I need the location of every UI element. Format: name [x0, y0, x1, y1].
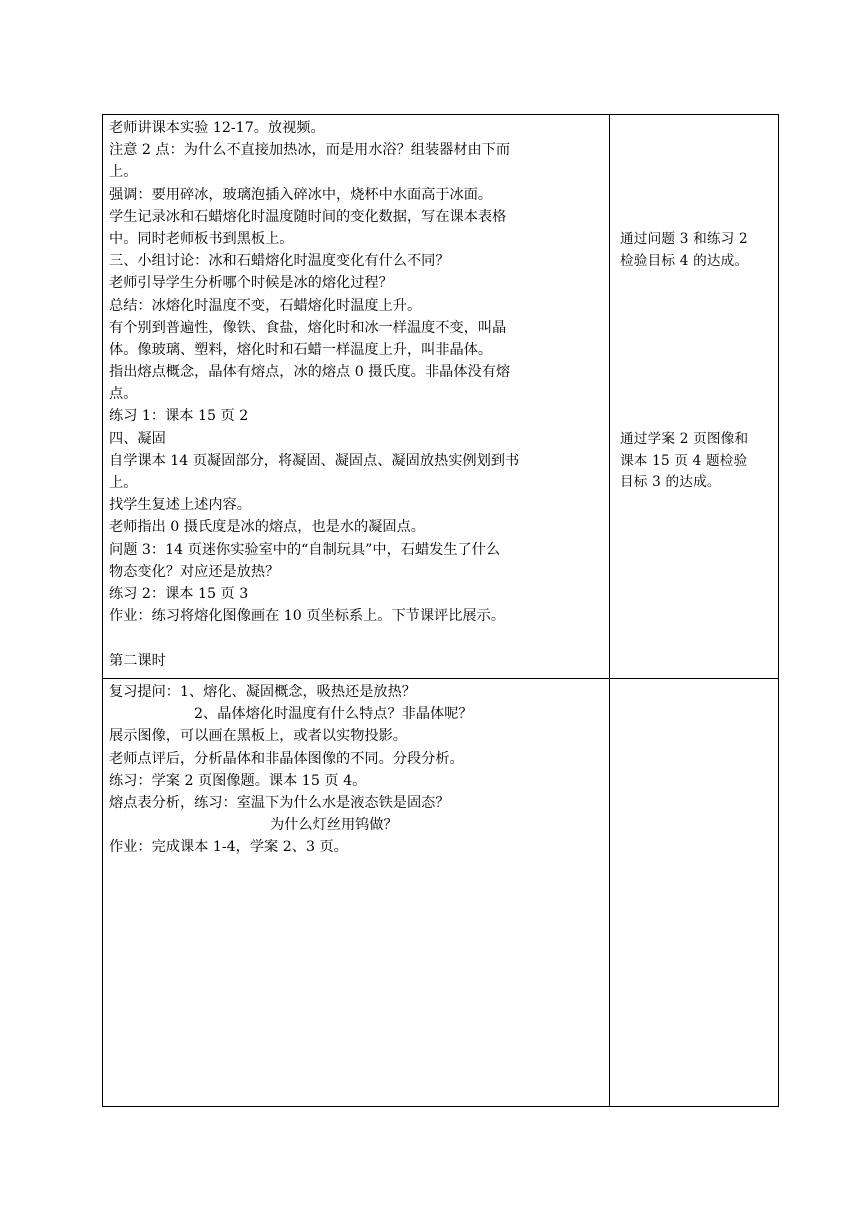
- note-line: 通过问题 3 和练习 2: [620, 231, 748, 247]
- note-line: 通过学案 2 页图像和: [620, 431, 749, 447]
- blank-line: [109, 627, 605, 649]
- text-line: 找学生复述上述内容。: [109, 497, 251, 514]
- assessment-note-1: [620, 229, 772, 272]
- text-line: 自学课本 14 页凝固部分，将凝固、凝固点、凝固放热实例划到书: [109, 452, 520, 469]
- note-line: 检验目标 4 的达成。: [620, 252, 749, 269]
- text-line: 老师指出 0 摄氏度是冰的熔点，也是水的凝固点。: [109, 519, 425, 536]
- text-line: 上。: [109, 164, 138, 181]
- text-line: 熔点表分析，练习：室温下为什么水是液态铁是固态？: [109, 794, 450, 811]
- text-line: 四、凝固: [109, 430, 166, 447]
- lesson-plan-table: [102, 114, 779, 1107]
- text-line: 指出熔点概念，晶体有熔点，冰的熔点 0 摄氏度。非晶体没有熔: [109, 364, 511, 381]
- text-line: 老师讲课本实验 12-17。放视频。: [109, 120, 325, 136]
- text-line: 作业：完成课本 1-4，学案 2、3 页。: [109, 839, 348, 856]
- text-line: 强调：要用碎冰，玻璃泡插入碎冰中，烧杯中水面高于冰面。: [109, 186, 493, 203]
- text-line: 作业：练习将熔化图像画在 10 页坐标系上。下节课评比展示。: [109, 608, 505, 625]
- text-line: 中。同时老师板书到黑板上。: [109, 230, 294, 247]
- text-line: 复习提问：1、熔化、凝固概念，吸热还是放热？: [109, 684, 416, 700]
- teaching-process-cell: [109, 117, 605, 672]
- text-line: 练习 2：课本 15 页 3: [109, 585, 249, 602]
- text-line: 有个别到普遍性，像铁、食盐，熔化时和冰一样温度不变，叫晶: [109, 319, 507, 336]
- text-line: 为什么灯丝用钨做？: [270, 817, 398, 834]
- section-heading: 第二课时: [109, 652, 166, 669]
- text-line: 三、小组讨论：冰和石蜡熔化时温度变化有什么不同？: [109, 253, 450, 270]
- note-line: 课本 15 页 4 题检验: [620, 452, 748, 469]
- note-line: 目标 3 的达成。: [620, 474, 721, 490]
- text-line: 总结：冰熔化时温度不变，石蜡熔化时温度上升。: [109, 297, 422, 314]
- text-line: 2、晶体熔化时温度有什么特点？非晶体呢？: [194, 706, 473, 723]
- text-line: 物态变化？对应还是放热？: [109, 563, 280, 580]
- table-row-second-lesson: [103, 679, 778, 1106]
- teaching-process-cell: [109, 681, 605, 859]
- table-row-first-lesson: [103, 115, 778, 679]
- text-line: 点。: [109, 386, 138, 403]
- column-divider: [609, 115, 610, 678]
- text-line: 展示图像，可以画在黑板上，或者以实物投影。: [109, 728, 407, 745]
- text-line: 问题 3：14 页迷你实验室中的“自制玩具”中，石蜡发生了什么: [109, 541, 501, 558]
- text-line: 上。: [109, 475, 138, 491]
- text-line: 老师引导学生分析哪个时候是冰的熔化过程？: [109, 275, 393, 292]
- column-divider: [609, 679, 610, 1106]
- text-line: 注意 2 点：为什么不直接加热冰，而是用水浴？组装器材由下而: [109, 142, 511, 159]
- text-line: 练习：学案 2 页图像题。课本 15 页 4。: [109, 772, 367, 789]
- text-line: 体。像玻璃、塑料，熔化时和石蜡一样温度上升，叫非晶体。: [109, 341, 493, 358]
- text-line: 练习 1：课本 15 页 2: [109, 408, 249, 425]
- assessment-note-2: [620, 429, 772, 494]
- text-line: 学生记录冰和石蜡熔化时温度随时间的变化数据，写在课本表格: [109, 208, 507, 225]
- text-line: 老师点评后，分析晶体和非晶体图像的不同。分段分析。: [109, 750, 464, 767]
